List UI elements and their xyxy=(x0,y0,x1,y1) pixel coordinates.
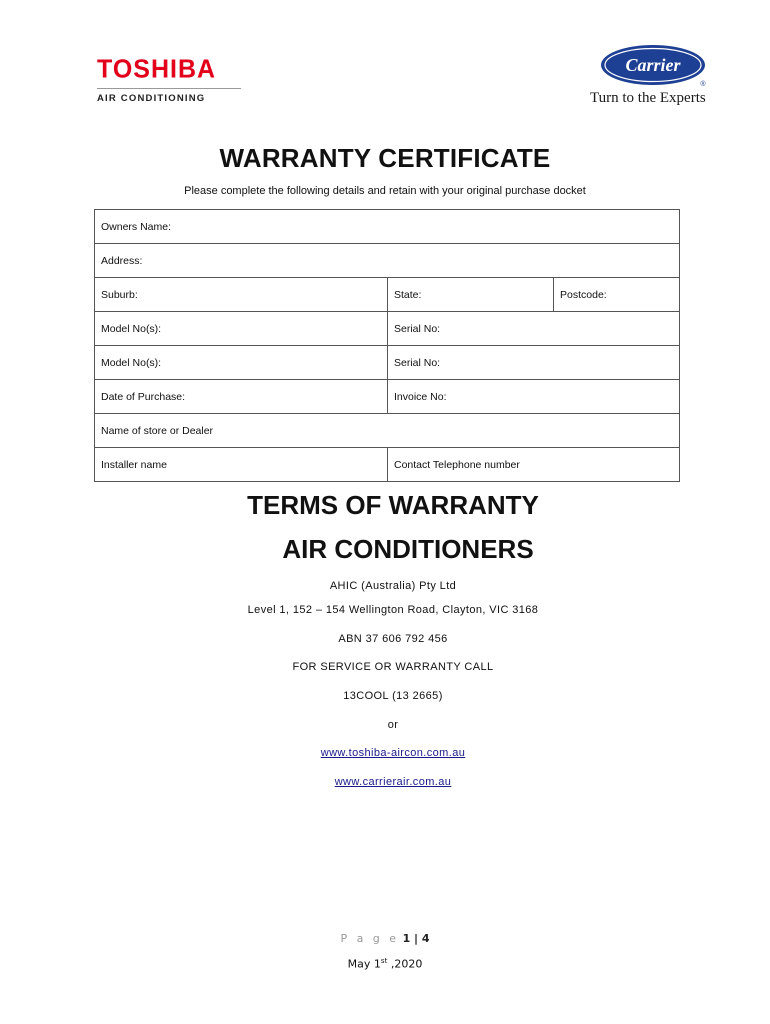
page-title: WARRANTY CERTIFICATE xyxy=(219,143,551,173)
contact-telephone-field[interactable]: Contact Telephone number xyxy=(388,448,680,482)
document-date xyxy=(0,957,770,971)
form-row-location xyxy=(95,278,680,312)
form-row-purchase xyxy=(95,380,680,414)
suburb-field[interactable]: Suburb: xyxy=(95,278,388,312)
page-label: P a g e xyxy=(340,932,400,945)
page-subtitle: Please complete the following details and retain with your original purchase docket xyxy=(184,185,586,197)
serial-number-field-2[interactable]: Serial No: xyxy=(388,346,680,380)
page-number xyxy=(0,932,770,945)
model-number-field-1[interactable]: Model No(s): xyxy=(95,312,388,346)
installer-name-field[interactable]: Installer name xyxy=(95,448,388,482)
form-row-model-1 xyxy=(95,312,680,346)
warranty-form-table xyxy=(94,209,680,482)
toshiba-website-link[interactable]: www.toshiba-aircon.com.au xyxy=(320,747,466,759)
serial-number-field-1[interactable]: Serial No: xyxy=(388,312,680,346)
or-text: or xyxy=(387,719,399,731)
carrier-oval-icon xyxy=(599,44,709,88)
model-number-field-2[interactable]: Model No(s): xyxy=(95,346,388,380)
form-row-store xyxy=(95,414,680,448)
date-of-purchase-field[interactable]: Date of Purchase: xyxy=(95,380,388,414)
form-row-owner xyxy=(95,210,680,244)
form-row-address xyxy=(95,244,680,278)
owners-name-field[interactable]: Owners Name: xyxy=(95,210,680,244)
carrier-tagline: Turn to the Experts xyxy=(590,90,706,106)
page-number-value: 1 | 4 xyxy=(402,932,430,945)
store-dealer-field[interactable]: Name of store or Dealer xyxy=(95,414,680,448)
service-call-text: FOR SERVICE OR WARRANTY CALL xyxy=(292,661,494,673)
company-name: AHIC (Australia) Pty Ltd xyxy=(329,580,457,592)
company-abn: ABN 37 606 792 456 xyxy=(338,633,448,645)
terms-subheading: AIR CONDITIONERS xyxy=(282,534,534,564)
service-phone: 13COOL (13 2665) xyxy=(343,690,443,702)
carrier-registered-mark: ® xyxy=(700,81,706,88)
carrier-wordmark: Carrier xyxy=(625,55,681,75)
terms-heading: TERMS OF WARRANTY xyxy=(247,490,539,520)
date-suffix: ,2020 xyxy=(387,957,423,971)
invoice-number-field[interactable]: Invoice No: xyxy=(388,380,680,414)
date-superscript: st xyxy=(380,957,388,965)
form-row-installer xyxy=(95,448,680,482)
company-address: Level 1, 152 – 154 Wellington Road, Clayton, VIC 3168 xyxy=(247,604,539,616)
toshiba-logo xyxy=(97,56,243,104)
form-row-model-2 xyxy=(95,346,680,380)
date-prefix: May 1 xyxy=(347,957,381,971)
toshiba-wordmark: TOSHIBA xyxy=(97,54,217,84)
state-field[interactable]: State: xyxy=(388,278,554,312)
carrier-logo xyxy=(590,44,724,107)
carrier-website-link[interactable]: www.carrierair.com.au xyxy=(334,776,452,788)
address-field[interactable]: Address: xyxy=(95,244,680,278)
postcode-field[interactable]: Postcode: xyxy=(554,278,680,312)
toshiba-subtitle: AIR CONDITIONING xyxy=(97,88,241,104)
